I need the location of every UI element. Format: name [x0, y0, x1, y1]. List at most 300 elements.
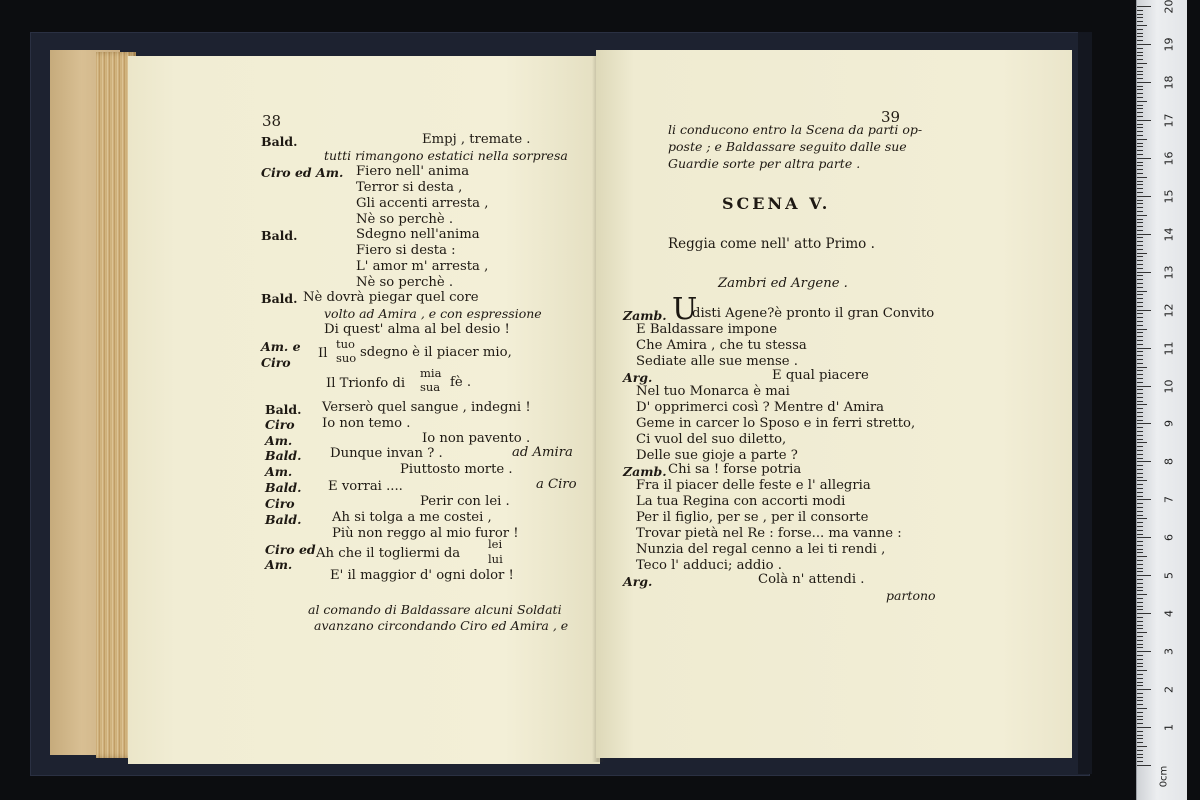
ruler-unit: 0cm — [1158, 765, 1170, 788]
ruler-label: 11 — [1162, 341, 1176, 356]
ruler-tick — [1137, 291, 1147, 292]
ruler-label: 19 — [1162, 37, 1176, 52]
ruler-tick — [1137, 587, 1143, 588]
ruler-label: 1 — [1162, 724, 1176, 732]
ruler-tick — [1137, 541, 1143, 542]
ruler-tick — [1137, 613, 1151, 614]
stage-direction: Guardie sorte per altra parte . — [668, 156, 861, 171]
speaker: Bald. — [265, 448, 302, 463]
verse-line: E vorrai .... — [328, 479, 403, 494]
speaker: Bald. — [261, 228, 298, 243]
ruler-label: 10 — [1162, 379, 1176, 393]
ruler-tick — [1137, 268, 1143, 269]
ruler-tick — [1137, 177, 1147, 178]
ruler-tick — [1137, 325, 1143, 326]
speaker: Bald. — [265, 402, 302, 417]
ruler-tick — [1137, 298, 1143, 299]
ruler-tick — [1137, 579, 1143, 580]
ruler-tick — [1137, 173, 1143, 174]
right-page — [596, 50, 1072, 758]
verse-line: Perir con lei . — [420, 494, 510, 509]
ruler-tick — [1137, 33, 1143, 34]
verse-line: E Baldassare impone — [636, 322, 777, 337]
ruler-tick — [1137, 52, 1143, 53]
ruler-label: 8 — [1162, 458, 1176, 466]
verse-variant: lui — [488, 552, 503, 566]
ruler-tick — [1137, 530, 1143, 531]
verse-variant: tuo — [336, 337, 355, 351]
ruler-tick — [1137, 154, 1143, 155]
ruler-tick — [1137, 712, 1143, 713]
speaker: Arg. — [623, 574, 653, 589]
ruler-tick — [1137, 754, 1143, 755]
stage-direction: al comando di Baldassare alcuni Soldati — [308, 602, 562, 617]
verse-line: Piuttosto morte . — [400, 462, 513, 477]
ruler-tick — [1137, 401, 1143, 402]
ruler-tick — [1137, 196, 1151, 197]
ruler-tick — [1137, 575, 1151, 576]
ruler-tick — [1137, 313, 1143, 314]
ruler-tick — [1137, 287, 1143, 288]
ruler-tick — [1137, 294, 1143, 295]
verse-line: Sediate alle sue mense . — [636, 354, 798, 369]
speaker: Bald. — [261, 134, 298, 149]
ruler-tick — [1137, 351, 1143, 352]
ruler-tick — [1137, 200, 1143, 201]
ruler-tick — [1137, 63, 1147, 64]
ruler-tick — [1137, 427, 1143, 428]
ruler-label: 20 — [1162, 0, 1176, 14]
ruler-tick — [1137, 329, 1147, 330]
drop-cap: U — [672, 292, 698, 327]
speaker: Zamb. — [623, 464, 667, 479]
ruler-tick — [1137, 465, 1143, 466]
verse-line: Delle sue gioje a parte ? — [636, 448, 798, 463]
ruler-tick — [1137, 215, 1147, 216]
ruler-tick — [1137, 651, 1151, 652]
ruler-tick — [1137, 275, 1143, 276]
ruler-label: 6 — [1162, 534, 1176, 542]
ruler-tick — [1137, 488, 1143, 489]
verse-line: Geme in carcer lo Sposo e in ferri stretto, — [636, 416, 916, 431]
ruler-tick — [1137, 644, 1143, 645]
ruler-tick — [1137, 560, 1143, 561]
ruler-tick — [1137, 704, 1143, 705]
ruler-tick — [1137, 86, 1143, 87]
ruler-tick — [1137, 556, 1147, 557]
ruler-tick — [1137, 636, 1143, 637]
ruler-tick — [1137, 241, 1143, 242]
scene-setting: Reggia come nell' atto Primo . — [668, 236, 875, 252]
speaker: Ciro — [265, 496, 295, 511]
verse-line: Verserò quel sangue , indegni ! — [322, 400, 531, 415]
verse-line: disti Agene?è pronto il gran Convito — [692, 306, 935, 321]
ruler-tick — [1137, 124, 1143, 125]
ruler-label: 12 — [1162, 303, 1176, 318]
speaker: Zamb. — [623, 308, 667, 323]
ruler-tick — [1137, 564, 1143, 565]
ruler-tick — [1137, 583, 1143, 584]
ruler-tick — [1137, 59, 1143, 60]
speaker: Am. — [265, 464, 293, 479]
ruler-tick — [1137, 378, 1143, 379]
stage-direction: tutti rimangono estatici nella sorpresa — [324, 148, 568, 163]
ruler-tick — [1137, 374, 1143, 375]
ruler-tick — [1137, 158, 1151, 159]
ruler-tick — [1137, 700, 1143, 701]
ruler-tick — [1137, 112, 1143, 113]
verse-line: Chi sa ! forse potria — [668, 462, 802, 477]
verse-line: sdegno è il piacer mio, — [360, 345, 512, 360]
verse-line: Gli accenti arresta , — [356, 196, 489, 211]
ruler-tick — [1137, 719, 1143, 720]
ruler-tick — [1137, 552, 1143, 553]
scene-heading: SCENA V. — [722, 194, 831, 213]
scene-characters: Zambri ed Argene . — [718, 276, 848, 291]
verse-line: Fiero si desta : — [356, 243, 456, 258]
ruler-tick — [1137, 105, 1143, 106]
verse-variant: lei — [488, 537, 503, 551]
ruler-tick — [1137, 647, 1143, 648]
ruler-tick — [1137, 74, 1143, 75]
ruler-tick — [1137, 632, 1147, 633]
ruler-tick — [1137, 108, 1143, 109]
ruler-tick — [1137, 723, 1143, 724]
stage-direction: poste ; e Baldassare seguito dalle sue — [668, 139, 907, 154]
stage-direction: li conducono entro la Scena da parti op- — [668, 122, 923, 137]
ruler-tick — [1137, 120, 1151, 121]
ruler-tick — [1137, 435, 1143, 436]
ruler-tick — [1137, 48, 1143, 49]
ruler-tick — [1137, 609, 1143, 610]
verse-line: E qual piacere — [772, 368, 869, 383]
ruler-tick — [1137, 306, 1143, 307]
ruler-tick — [1137, 192, 1143, 193]
ruler-tick — [1137, 594, 1147, 595]
verse-word: Il — [318, 346, 328, 361]
verse-line: L' amor m' arresta , — [356, 259, 489, 274]
verse-line: Fra il piacer delle feste e l' allegria — [636, 478, 871, 493]
verse-line: La tua Regina con accorti modi — [636, 494, 846, 509]
ruler-tick — [1137, 344, 1143, 345]
measuring-ruler — [1136, 0, 1187, 800]
verse-line: Sdegno nell'anima — [356, 227, 480, 242]
ruler-tick — [1137, 139, 1147, 140]
ruler-tick — [1137, 219, 1143, 220]
ruler-tick — [1137, 727, 1151, 728]
ruler-tick — [1137, 382, 1143, 383]
ruler-tick — [1137, 412, 1143, 413]
board-edge — [1078, 32, 1092, 774]
ruler-tick — [1137, 82, 1151, 83]
verse-line: Dunque invan ? . — [330, 446, 443, 461]
ruler-label: 15 — [1162, 189, 1176, 204]
speaker: Ciro ed — [265, 542, 316, 557]
stage-direction: avanzano circondando Ciro ed Amira , e — [314, 618, 569, 633]
stage-direction: ad Amira — [512, 445, 573, 460]
verse-line: Trovar pietà nel Re : forse... ma vanne : — [636, 526, 902, 541]
verse-variant: sua — [420, 380, 441, 394]
ruler-tick — [1137, 404, 1147, 405]
ruler-label: 13 — [1162, 265, 1176, 280]
ruler-tick — [1137, 264, 1143, 265]
ruler-tick — [1137, 716, 1143, 717]
ruler-tick — [1137, 370, 1143, 371]
ruler-tick — [1137, 442, 1147, 443]
verse-line: Ci vuol del suo diletto, — [636, 432, 787, 447]
ruler-tick — [1137, 97, 1143, 98]
ruler-tick — [1137, 21, 1143, 22]
ruler-tick — [1137, 458, 1143, 459]
ruler-tick — [1137, 423, 1151, 424]
ruler-tick — [1137, 279, 1143, 280]
ruler-label: 7 — [1162, 496, 1176, 504]
ruler-tick — [1137, 116, 1143, 117]
speaker: Ciro ed Am. — [261, 165, 344, 180]
ruler-tick — [1137, 461, 1151, 462]
ruler-tick — [1137, 44, 1151, 45]
speaker: Bald. — [261, 291, 298, 306]
ruler-label: 5 — [1162, 572, 1176, 580]
ruler-tick — [1137, 143, 1143, 144]
ruler-tick — [1137, 146, 1143, 147]
ruler-tick — [1137, 420, 1143, 421]
ruler-tick — [1137, 757, 1143, 758]
verse-line: Più non reggo al mio furor ! — [332, 526, 519, 541]
ruler-tick — [1137, 526, 1143, 527]
verse-line: Nè so perchè . — [356, 212, 454, 227]
ruler-tick — [1137, 693, 1143, 694]
ruler-label: 9 — [1162, 420, 1176, 428]
ruler-tick — [1137, 659, 1143, 660]
ruler-tick — [1137, 689, 1151, 690]
ruler-tick — [1137, 101, 1147, 102]
ruler-tick — [1137, 359, 1143, 360]
ruler-tick — [1137, 340, 1143, 341]
ruler-tick — [1137, 150, 1143, 151]
ruler-tick — [1137, 674, 1143, 675]
ruler-tick — [1137, 522, 1143, 523]
ruler-tick — [1137, 454, 1143, 455]
speaker: Am. — [265, 433, 293, 448]
ruler-tick — [1137, 25, 1147, 26]
ruler-tick — [1137, 165, 1143, 166]
ruler-tick — [1137, 617, 1143, 618]
ruler-tick — [1137, 321, 1143, 322]
ruler-tick — [1137, 439, 1143, 440]
ruler-tick — [1137, 302, 1143, 303]
speaker: Bald. — [265, 512, 302, 527]
verse-line: Colà n' attendi . — [758, 572, 865, 587]
verse-line: Io non pavento . — [422, 431, 531, 446]
ruler-tick — [1137, 184, 1143, 185]
ruler-tick — [1137, 237, 1143, 238]
ruler-tick — [1137, 708, 1147, 709]
ruler-label: 3 — [1162, 648, 1176, 656]
stage-direction: volto ad Amira , e con espressione — [324, 306, 542, 321]
speaker: Am. e — [261, 339, 301, 354]
ruler-tick — [1137, 621, 1143, 622]
verse-line: Fiero nell' anima — [356, 164, 470, 179]
ruler-tick — [1137, 518, 1147, 519]
ruler-tick — [1137, 253, 1147, 254]
ruler-tick — [1137, 534, 1143, 535]
ruler-tick — [1137, 450, 1143, 451]
verse-line: Nè so perchè . — [356, 275, 454, 290]
ruler-tick — [1137, 386, 1151, 387]
ruler-tick — [1137, 640, 1143, 641]
ruler-label: 14 — [1162, 227, 1176, 242]
ruler-tick — [1137, 93, 1143, 94]
ruler-tick — [1137, 515, 1143, 516]
ruler-tick — [1137, 336, 1143, 337]
ruler-tick — [1137, 545, 1143, 546]
ruler-tick — [1137, 496, 1143, 497]
ruler-tick — [1137, 36, 1143, 37]
ruler-tick — [1137, 568, 1143, 569]
stage-direction: partono — [886, 588, 936, 603]
ruler-tick — [1137, 738, 1143, 739]
ruler-tick — [1137, 742, 1143, 743]
ruler-tick — [1137, 181, 1143, 182]
ruler-tick — [1137, 367, 1147, 368]
ruler-tick — [1137, 245, 1143, 246]
ruler-tick — [1137, 492, 1143, 493]
verse-line: Empj , tremate . — [422, 132, 531, 147]
ruler-tick — [1137, 477, 1143, 478]
ruler-tick — [1137, 188, 1143, 189]
ruler-tick — [1137, 363, 1143, 364]
ruler-tick — [1137, 590, 1143, 591]
ruler-tick — [1137, 655, 1143, 656]
ruler-tick — [1137, 682, 1143, 683]
ruler-tick — [1137, 746, 1147, 747]
ruler-label: 2 — [1162, 686, 1176, 694]
ruler-tick — [1137, 71, 1143, 72]
speaker: Am. — [265, 557, 293, 572]
ruler-tick — [1137, 272, 1151, 273]
ruler-tick — [1137, 678, 1143, 679]
ruler-tick — [1137, 625, 1143, 626]
ruler-tick — [1137, 89, 1143, 90]
ruler-tick — [1137, 169, 1143, 170]
ruler-tick — [1137, 226, 1143, 227]
verse-line: Di quest' alma al bel desio ! — [324, 322, 510, 337]
ruler-tick — [1137, 10, 1143, 11]
ruler-tick — [1137, 537, 1151, 538]
ruler-tick — [1137, 469, 1143, 470]
ruler-tick — [1137, 389, 1143, 390]
speaker: Ciro — [265, 417, 295, 432]
verse-line: Teco l' adduci; addio . — [636, 558, 782, 573]
page-number: 39 — [881, 108, 901, 126]
ruler-tick — [1137, 17, 1143, 18]
ruler-tick — [1137, 55, 1143, 56]
ruler-tick — [1137, 484, 1143, 485]
ruler-tick — [1137, 685, 1143, 686]
verse-line: Nel tuo Monarca è mai — [636, 384, 790, 399]
ruler-tick — [1137, 511, 1143, 512]
ruler-label: 4 — [1162, 610, 1176, 618]
ruler-label: 16 — [1162, 151, 1176, 166]
verse-line: Nunzia del regal cenno a lei ti rendi , — [636, 542, 886, 557]
ruler-tick — [1137, 431, 1143, 432]
ruler-tick — [1137, 283, 1143, 284]
ruler-tick — [1137, 602, 1143, 603]
ruler-tick — [1137, 162, 1143, 163]
ruler-tick — [1137, 131, 1143, 132]
speaker: Ciro — [261, 355, 291, 370]
ruler-tick — [1137, 211, 1143, 212]
verse-variant: mia — [420, 366, 442, 380]
ruler-tick — [1137, 230, 1143, 231]
ruler-tick — [1137, 473, 1143, 474]
ruler-tick — [1137, 203, 1143, 204]
verse-line: fè . — [450, 375, 472, 390]
left-page — [128, 56, 600, 764]
ruler-tick — [1137, 628, 1143, 629]
ruler-tick — [1137, 735, 1143, 736]
ruler-tick — [1137, 310, 1151, 311]
verse-line: E' il maggior d' ogni dolor ! — [330, 568, 514, 583]
ruler-tick — [1137, 663, 1143, 664]
ruler-tick — [1137, 666, 1143, 667]
ruler-tick — [1137, 393, 1143, 394]
ruler-tick — [1137, 222, 1143, 223]
ruler-tick — [1137, 499, 1151, 500]
ruler-tick — [1137, 598, 1143, 599]
speaker: Bald. — [265, 480, 302, 495]
ruler-tick — [1137, 507, 1143, 508]
verse-line: Che Amira , che tu stessa — [636, 338, 807, 353]
ruler-tick — [1137, 40, 1143, 41]
verse-line: Il Trionfo di — [326, 376, 406, 391]
ruler-tick — [1137, 207, 1143, 208]
stage-direction: a Ciro — [536, 477, 577, 492]
ruler-tick — [1137, 78, 1143, 79]
ruler-tick — [1137, 6, 1151, 7]
ruler-tick — [1137, 127, 1143, 128]
ruler-tick — [1137, 761, 1143, 762]
verse-variant: suo — [336, 351, 357, 365]
ruler-tick — [1137, 670, 1147, 671]
ruler-tick — [1137, 317, 1143, 318]
verse-line: D' opprimerci così ? Mentre d' Amira — [636, 400, 884, 415]
ruler-tick — [1137, 14, 1143, 15]
speaker: Arg. — [623, 370, 653, 385]
ruler-tick — [1137, 234, 1151, 235]
ruler-tick — [1137, 731, 1143, 732]
ruler-tick — [1137, 480, 1147, 481]
verse-line: Io non temo . — [322, 416, 411, 431]
ruler-tick — [1137, 332, 1143, 333]
ruler-tick — [1137, 256, 1143, 257]
verse-line: Ah che il togliermi da — [316, 546, 461, 561]
ruler-tick — [1137, 260, 1143, 261]
ruler-tick — [1137, 67, 1143, 68]
ruler-tick — [1137, 249, 1143, 250]
ruler-tick — [1137, 29, 1143, 30]
ruler-tick — [1137, 408, 1143, 409]
ruler-tick — [1137, 606, 1143, 607]
ruler-tick — [1137, 571, 1143, 572]
verse-line: Nè dovrà piegar quel core — [303, 290, 479, 305]
ruler-tick — [1137, 348, 1151, 349]
ruler-tick — [1137, 503, 1143, 504]
ruler-tick — [1137, 765, 1151, 766]
ruler-label: 18 — [1162, 75, 1176, 90]
page-number: 38 — [262, 112, 282, 130]
